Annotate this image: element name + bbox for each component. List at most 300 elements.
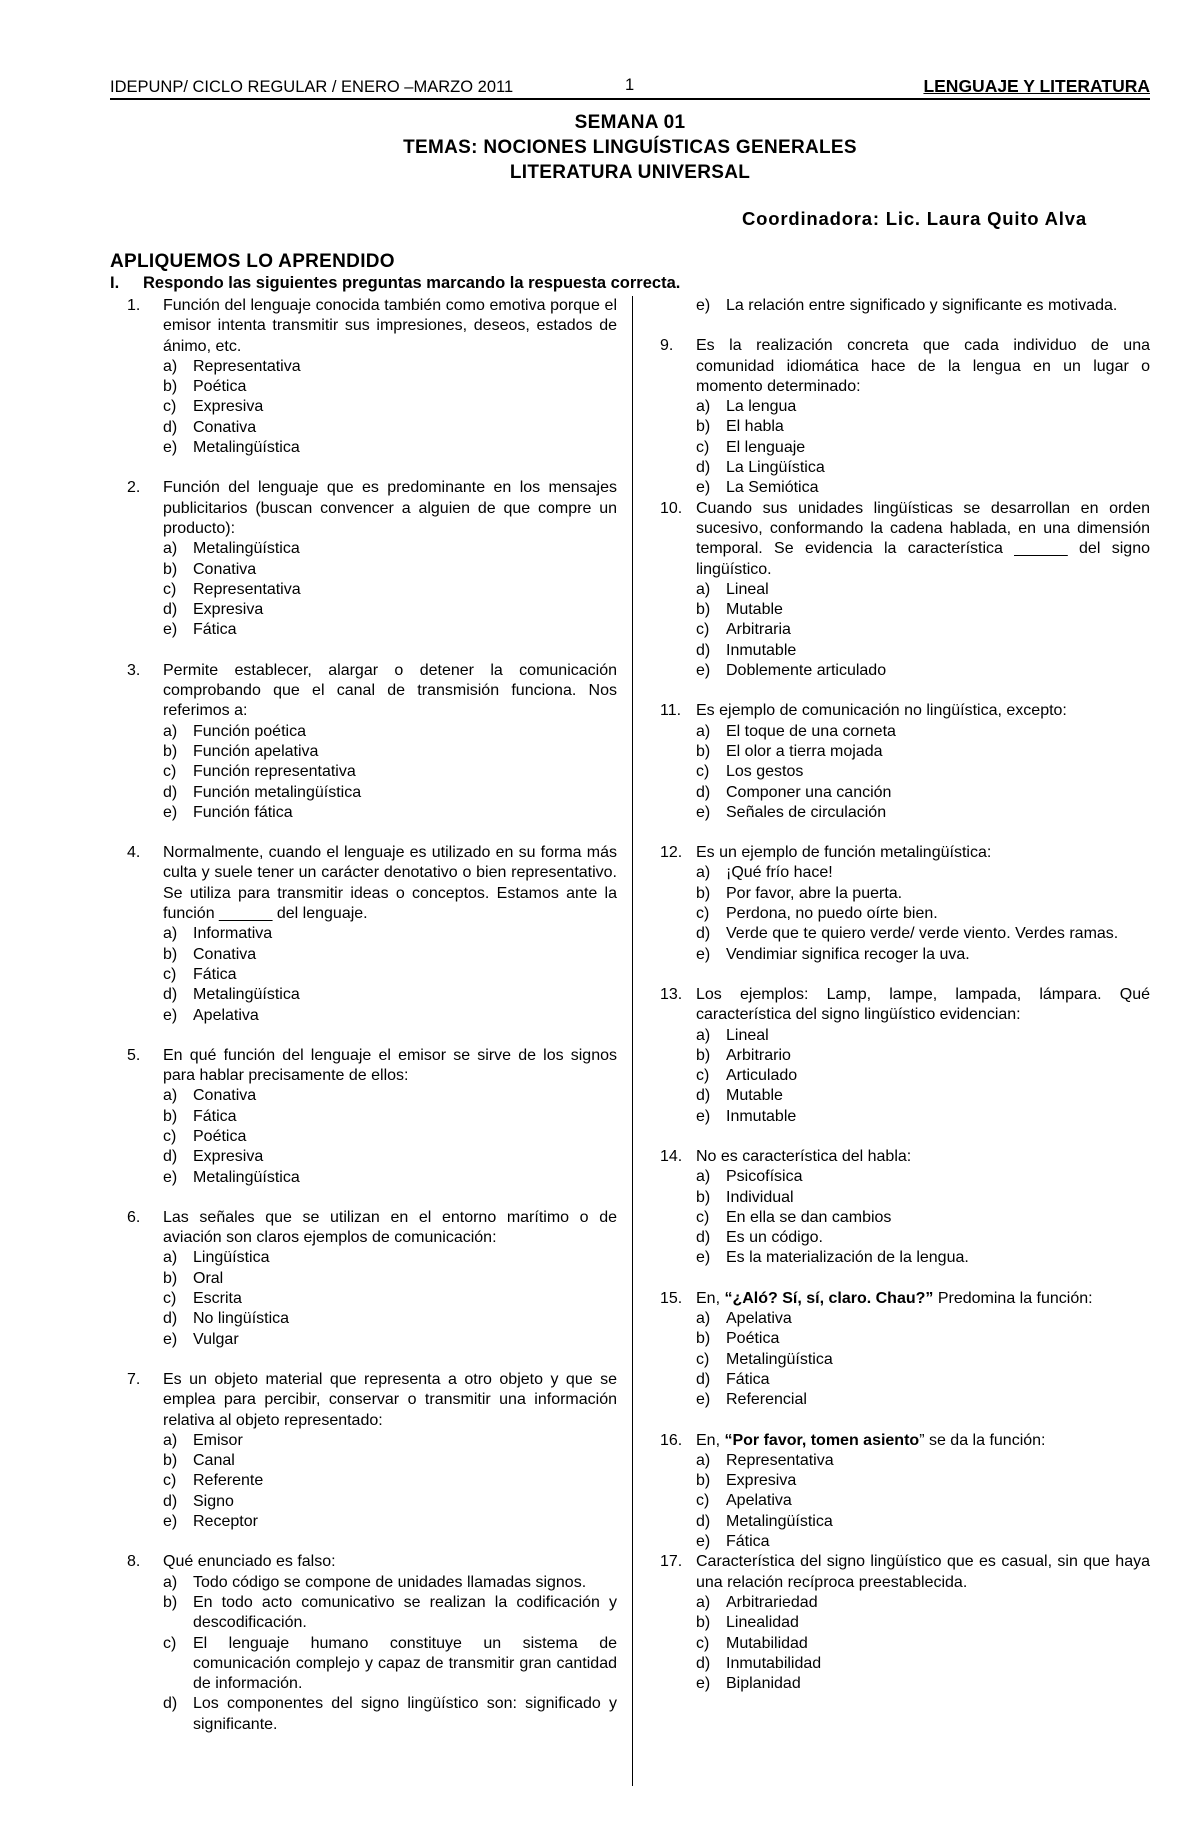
question-text: Es la realización concreta que cada individuo de una comunidad idiomática hace de la lengua en un lugar o momento determinado:	[696, 337, 1150, 395]
option-letter: c)	[696, 763, 710, 781]
answer-option	[163, 985, 617, 1005]
answer-option	[163, 1492, 617, 1512]
option-text: Signo	[193, 1492, 234, 1510]
question-spacer	[660, 316, 1150, 336]
option-letter: b)	[163, 560, 178, 578]
answer-option	[163, 722, 617, 742]
answer-option	[163, 357, 617, 377]
answer-option	[163, 1634, 617, 1695]
question-9	[660, 336, 1150, 498]
answer-option	[696, 1613, 1150, 1633]
question-number: 11.	[660, 702, 682, 720]
option-letter: c)	[696, 1634, 710, 1652]
option-text: Verde que te quiero verde/ verde viento. Verdes ramas.	[726, 925, 1119, 943]
question-text: Es ejemplo de comunicación no lingüística, excepto:	[696, 702, 1067, 720]
option-text: Expresiva	[193, 398, 264, 416]
answer-option	[696, 1066, 1150, 1086]
question-text	[696, 1431, 1150, 1451]
option-letter: d)	[696, 925, 711, 943]
option-text: ¡Qué frío hace!	[726, 864, 833, 882]
question-text: Es un objeto material que representa a otro objeto y que se emplea para percibir, conservar o transmitir una información relativa al objeto representado:	[163, 1370, 617, 1429]
answer-option	[696, 1046, 1150, 1066]
answer-option	[696, 1593, 1150, 1613]
question-text-post: Predomina la función:	[933, 1289, 1093, 1307]
answer-option	[163, 418, 617, 438]
option-letter: a)	[696, 1310, 711, 1328]
question-text: Las señales que se utilizan en el entorno marítimo o de aviación son claros ejemplos de comunicación:	[163, 1208, 617, 1247]
option-text: Canal	[193, 1452, 235, 1470]
instruction-text: Respondo las siguientes preguntas marcando la respuesta correcta.	[143, 274, 681, 292]
answer-option	[163, 620, 617, 640]
question-text: Función del lenguaje que es predominante en los mensajes publicitarios (buscan convencer a alguien de que compre un producto):	[163, 479, 617, 537]
option-text: Fática	[193, 621, 237, 639]
answer-option	[163, 539, 617, 559]
option-text: Fática	[726, 1533, 770, 1551]
question-12	[660, 843, 1150, 965]
option-letter: e)	[696, 1391, 711, 1409]
question-number: 15.	[660, 1289, 683, 1307]
option-letter: c)	[163, 1290, 177, 1308]
option-letter: c)	[163, 763, 177, 781]
question-10	[660, 499, 1150, 682]
option-text: Es la materialización de la lengua.	[726, 1249, 969, 1267]
answer-option	[163, 1147, 617, 1167]
question-number: 10.	[660, 499, 683, 517]
option-text: Inmutabilidad	[726, 1654, 822, 1672]
option-letter: b)	[696, 1614, 711, 1632]
option-text: Arbitraria	[726, 621, 791, 639]
option-text: Linealidad	[726, 1614, 799, 1632]
option-text: Referencial	[726, 1391, 807, 1409]
option-text: Inmutable	[726, 1107, 797, 1125]
answer-option	[696, 1208, 1150, 1228]
option-letter: d)	[696, 1654, 711, 1672]
option-text: Conativa	[193, 1087, 257, 1105]
title-block	[0, 110, 1200, 185]
option-letter: e)	[163, 1168, 178, 1186]
answer-option	[163, 1431, 617, 1451]
option-text: Fática	[193, 1107, 237, 1125]
option-text: Señales de circulación	[726, 803, 887, 821]
answer-option	[696, 661, 1150, 681]
option-letter: c)	[696, 621, 710, 639]
option-letter: d)	[163, 1492, 178, 1510]
option-text: En todo acto comunicativo se realizan la codificación y descodificación.	[193, 1593, 617, 1632]
option-letter: b)	[696, 884, 711, 902]
answer-option	[163, 1168, 617, 1188]
question-1	[127, 296, 617, 458]
answer-option	[163, 1107, 617, 1127]
option-text: Fática	[193, 965, 237, 983]
option-letter: b)	[163, 1269, 178, 1287]
question-spacer	[660, 1127, 1150, 1147]
topics-title: TEMAS: NOCIONES LINGUÍSTICAS GENERALES	[403, 137, 857, 158]
option-letter: c)	[696, 905, 710, 923]
option-letter: b)	[163, 378, 178, 396]
answer-option	[696, 1471, 1150, 1491]
question-text-quote: “Por favor, tomen asiento	[724, 1431, 920, 1449]
option-text: Por favor, abre la puerta.	[726, 884, 903, 902]
option-letter: c)	[163, 1127, 177, 1145]
answer-option	[696, 1086, 1150, 1106]
answer-option	[163, 945, 617, 965]
answer-option	[696, 1026, 1150, 1046]
option-text: Emisor	[193, 1431, 243, 1449]
question-14	[660, 1147, 1150, 1269]
question-text: Qué enunciado es falso:	[163, 1553, 336, 1571]
option-letter: d)	[696, 1229, 711, 1247]
question-3	[127, 661, 617, 823]
option-text: Componer una canción	[726, 783, 892, 801]
question-number: 2.	[127, 479, 141, 497]
question-11	[660, 701, 1150, 823]
question-number: 1.	[127, 297, 141, 314]
question-8	[127, 1552, 617, 1735]
option-text: El lenguaje humano constituye un sistema de comunicación complejo y capaz de transmitir gran cantidad de información.	[193, 1634, 617, 1693]
question-13	[660, 985, 1150, 1127]
question-text: Función del lenguaje conocida también como emotiva porque el emisor intenta transmitir sus impresiones, deseos, estados de ánimo, etc.	[163, 297, 617, 355]
option-text: Metalingüística	[193, 986, 300, 1004]
answer-option	[696, 1248, 1150, 1268]
answer-option	[696, 1309, 1150, 1329]
option-text: Oral	[193, 1269, 224, 1287]
option-text: Representativa	[193, 357, 301, 375]
question-2	[127, 478, 617, 640]
option-letter: a)	[163, 925, 178, 943]
option-text: Expresiva	[726, 1472, 797, 1490]
question-7	[127, 1370, 617, 1532]
answer-option	[696, 742, 1150, 762]
option-letter: e)	[696, 662, 711, 680]
option-text: Metalingüística	[726, 1512, 833, 1530]
option-text: Poética	[726, 1330, 780, 1348]
answer-option	[163, 1086, 617, 1106]
answer-option	[163, 1006, 617, 1026]
option-text: Apelativa	[726, 1492, 792, 1510]
option-letter: d)	[696, 1370, 711, 1388]
answer-option	[696, 1654, 1150, 1674]
question-text-quote: “¿Aló? Sí, sí, claro. Chau?”	[724, 1289, 934, 1307]
option-text: Doblemente articulado	[726, 662, 887, 680]
question-spacer	[127, 641, 617, 661]
option-text: Fática	[726, 1370, 770, 1388]
answer-option	[696, 1188, 1150, 1208]
header-page-number: 1	[625, 76, 635, 94]
option-letter: e)	[163, 1006, 178, 1024]
question-number: 13.	[660, 985, 683, 1003]
answer-option	[696, 1674, 1150, 1694]
option-text: Inmutable	[726, 641, 797, 659]
answer-option	[696, 458, 1150, 478]
answer-option	[163, 1593, 617, 1634]
answer-option	[163, 1330, 617, 1350]
option-text: Mutabilidad	[726, 1634, 808, 1652]
option-text: Escrita	[193, 1290, 242, 1308]
option-letter: d)	[163, 1695, 178, 1713]
answer-option	[163, 438, 617, 458]
question-number: 14.	[660, 1147, 683, 1165]
option-letter: c)	[163, 1472, 177, 1490]
question-spacer	[127, 1026, 617, 1046]
option-letter: d)	[696, 1087, 711, 1105]
question-number: 5.	[127, 1046, 141, 1064]
option-text: Lingüística	[193, 1249, 270, 1267]
option-letter: d)	[163, 783, 178, 801]
question-number: 9.	[660, 337, 674, 355]
option-letter: d)	[163, 1310, 178, 1328]
option-letter: a)	[163, 722, 178, 740]
question-text: En qué función del lenguaje el emisor se sirve de los signos para hablar precisamente de ellos:	[163, 1046, 617, 1085]
answer-option	[696, 1228, 1150, 1248]
question-17	[660, 1552, 1150, 1694]
option-letter: a)	[696, 1451, 711, 1469]
option-text: Articulado	[726, 1067, 798, 1085]
question-text: Permite establecer, alargar o detener la comunicación comprobando que el canal de transmisión funciona. Nos referimos a:	[163, 661, 617, 720]
option-letter: a)	[163, 1573, 178, 1591]
question-15	[660, 1289, 1150, 1411]
option-letter: e)	[163, 621, 178, 639]
question-8-continued	[660, 296, 1150, 316]
answer-option	[163, 560, 617, 580]
option-text: Biplanidad	[726, 1675, 801, 1693]
answer-option	[163, 1573, 617, 1593]
answer-option	[696, 1370, 1150, 1390]
answer-option	[696, 904, 1150, 924]
question-spacer	[660, 1269, 1150, 1289]
option-text: Metalingüística	[193, 439, 300, 457]
option-letter: d)	[696, 641, 711, 659]
option-text: Metalingüística	[726, 1350, 833, 1368]
option-text: Poética	[193, 378, 247, 396]
option-letter: a)	[163, 357, 178, 375]
question-text-post: ” se da la función:	[919, 1431, 1046, 1449]
answer-option	[696, 1634, 1150, 1654]
option-text: Es un código.	[726, 1229, 823, 1247]
option-letter: a)	[163, 1249, 178, 1267]
answer-option	[696, 1350, 1150, 1370]
option-text: Metalingüística	[193, 1168, 300, 1186]
question-text: Cuando sus unidades lingüísticas se desarrollan en orden sucesivo, conformando la cadena hablada, en una dimensión temporal. Se evidencia la característica ______ del signo lingüístico.	[696, 499, 1150, 578]
left-column	[127, 296, 617, 1735]
question-text: Característica del signo lingüístico que es casual, sin que haya una relación recíproca preestablecida.	[696, 1553, 1150, 1591]
option-letter: d)	[163, 418, 178, 436]
answer-option	[696, 620, 1150, 640]
header-course: IDEPUNP/ CICLO REGULAR / ENERO –MARZO 2011	[110, 78, 514, 96]
option-text: Función fática	[193, 803, 293, 821]
answer-option	[696, 478, 1150, 498]
answer-option	[163, 742, 617, 762]
option-text: La lengua	[726, 398, 797, 416]
option-letter: a)	[696, 722, 711, 740]
question-number: 7.	[127, 1370, 141, 1388]
answer-option	[163, 1289, 617, 1309]
option-letter: a)	[163, 1431, 178, 1449]
question-text: Es un ejemplo de función metalingüística:	[696, 844, 992, 862]
option-letter: e)	[163, 803, 178, 821]
answer-option	[163, 1269, 617, 1289]
option-letter: d)	[696, 783, 711, 801]
option-letter: a)	[696, 398, 711, 416]
answer-option	[163, 965, 617, 985]
option-letter: c)	[696, 1492, 710, 1510]
question-number: 6.	[127, 1208, 141, 1226]
option-letter: d)	[696, 1512, 711, 1530]
option-text: No lingüística	[193, 1310, 290, 1328]
answer-option	[163, 1309, 617, 1329]
question-5	[127, 1046, 617, 1188]
answer-option	[696, 863, 1150, 883]
option-letter: d)	[163, 601, 178, 619]
option-letter: b)	[163, 1593, 178, 1611]
answer-option	[696, 296, 1150, 316]
option-text: Perdona, no puedo oírte bien.	[726, 905, 938, 923]
option-letter: e)	[696, 297, 711, 314]
answer-option	[696, 600, 1150, 620]
option-text: Individual	[726, 1188, 794, 1206]
answer-option	[163, 600, 617, 620]
option-text: Representativa	[193, 580, 301, 598]
option-text: Los gestos	[726, 763, 804, 781]
option-text: Arbitrariedad	[726, 1593, 818, 1611]
option-letter: b)	[696, 1472, 711, 1490]
answer-option	[696, 641, 1150, 661]
coordinator: Coordinadora: Lic. Laura Quito Alva	[742, 208, 1087, 229]
option-letter: c)	[696, 1208, 710, 1226]
option-letter: b)	[696, 742, 711, 760]
option-text: La Lingüística	[726, 459, 825, 477]
week-title: SEMANA 01	[574, 112, 686, 133]
answer-option	[696, 1491, 1150, 1511]
option-text: La Semiótica	[726, 479, 819, 497]
answer-option	[696, 1451, 1150, 1471]
option-letter: d)	[696, 459, 711, 477]
option-text: Expresiva	[193, 1148, 264, 1166]
option-letter: e)	[163, 439, 178, 457]
answer-option	[696, 884, 1150, 904]
option-text: Conativa	[193, 560, 257, 578]
answer-option	[163, 803, 617, 823]
option-letter: c)	[696, 1067, 710, 1085]
option-text: Función apelativa	[193, 742, 319, 760]
question-text	[696, 1289, 1150, 1309]
column-divider	[632, 296, 633, 1786]
answer-option	[696, 1107, 1150, 1127]
option-text: El olor a tierra mojada	[726, 742, 883, 760]
question-text: Normalmente, cuando el lenguaje es utilizado en su forma más culta y suele tener un carácter denotativo o bien representativo. Se utiliza para transmitir ideas o conceptos. Estamos ante la función ______ del lenguaje.	[163, 844, 617, 923]
option-text: Función metalingüística	[193, 783, 362, 801]
option-text: Apelativa	[726, 1310, 792, 1328]
answer-option	[696, 1512, 1150, 1532]
answer-option	[163, 1127, 617, 1147]
answer-option	[696, 945, 1150, 965]
option-letter: b)	[696, 1188, 711, 1206]
question-spacer	[660, 681, 1150, 701]
question-text-pre: En,	[696, 1431, 725, 1449]
option-text: Vendimiar significa recoger la uva.	[726, 945, 970, 963]
option-text: Informativa	[193, 925, 273, 943]
section-title: APLIQUEMOS LO APRENDIDO	[110, 251, 395, 272]
option-letter: b)	[696, 1046, 711, 1064]
option-text: Los componentes del signo lingüístico son: significado y significante.	[193, 1695, 617, 1733]
question-4	[127, 843, 617, 1026]
option-letter: e)	[696, 1533, 711, 1551]
answer-option	[163, 783, 617, 803]
option-letter: b)	[163, 945, 178, 963]
answer-option	[163, 580, 617, 600]
header-subject: LENGUAJE Y LITERATURA	[923, 76, 1150, 96]
page-header	[110, 72, 1150, 100]
question-spacer	[127, 1188, 617, 1208]
answer-option	[696, 1390, 1150, 1410]
option-letter: c)	[696, 438, 710, 456]
right-column	[660, 296, 1150, 1694]
option-text: El lenguaje	[726, 438, 806, 456]
option-letter: e)	[696, 1107, 711, 1125]
option-text: Función poética	[193, 722, 306, 740]
option-letter: c)	[163, 580, 177, 598]
option-text: Función representativa	[193, 763, 356, 781]
answer-option	[163, 1248, 617, 1268]
question-number: 8.	[127, 1553, 141, 1571]
question-text: No es característica del habla:	[696, 1147, 912, 1165]
option-letter: a)	[696, 864, 711, 882]
question-spacer	[127, 458, 617, 478]
option-text: Representativa	[726, 1451, 834, 1469]
answer-option	[163, 377, 617, 397]
option-text: La relación entre significado y significante es motivada.	[726, 297, 1118, 314]
option-letter: a)	[696, 1593, 711, 1611]
option-letter: a)	[163, 1087, 178, 1105]
instruction-number: I.	[110, 274, 120, 292]
option-letter: b)	[163, 1107, 178, 1125]
answer-option	[163, 1512, 617, 1532]
answer-option	[163, 1451, 617, 1471]
answer-option	[696, 803, 1150, 823]
question-spacer	[660, 823, 1150, 843]
question-number: 12.	[660, 844, 683, 862]
option-letter: e)	[696, 945, 711, 963]
option-letter: a)	[696, 1168, 711, 1186]
question-spacer	[660, 1411, 1150, 1431]
option-letter: d)	[163, 986, 178, 1004]
option-text: Expresiva	[193, 601, 264, 619]
answer-option	[696, 1532, 1150, 1552]
question-number: 17.	[660, 1553, 683, 1571]
option-letter: e)	[696, 1675, 711, 1693]
answer-option	[696, 1329, 1150, 1349]
answer-option	[696, 762, 1150, 782]
option-text: El habla	[726, 418, 784, 436]
option-text: En ella se dan cambios	[726, 1208, 892, 1226]
answer-option	[163, 924, 617, 944]
option-text: Conativa	[193, 945, 257, 963]
question-spacer	[127, 1532, 617, 1552]
option-letter: c)	[696, 1350, 710, 1368]
option-letter: b)	[163, 742, 178, 760]
answer-option	[696, 924, 1150, 944]
option-letter: b)	[696, 1330, 711, 1348]
subtopic-title: LITERATURA UNIVERSAL	[509, 162, 751, 183]
option-text: Conativa	[193, 418, 257, 436]
answer-option	[696, 397, 1150, 417]
question-spacer	[127, 823, 617, 843]
instruction	[110, 274, 680, 293]
option-letter: e)	[163, 1513, 178, 1531]
question-text-pre: En,	[696, 1289, 725, 1307]
option-letter: d)	[163, 1148, 178, 1166]
option-text: Receptor	[193, 1513, 258, 1531]
question-16	[660, 1431, 1150, 1553]
